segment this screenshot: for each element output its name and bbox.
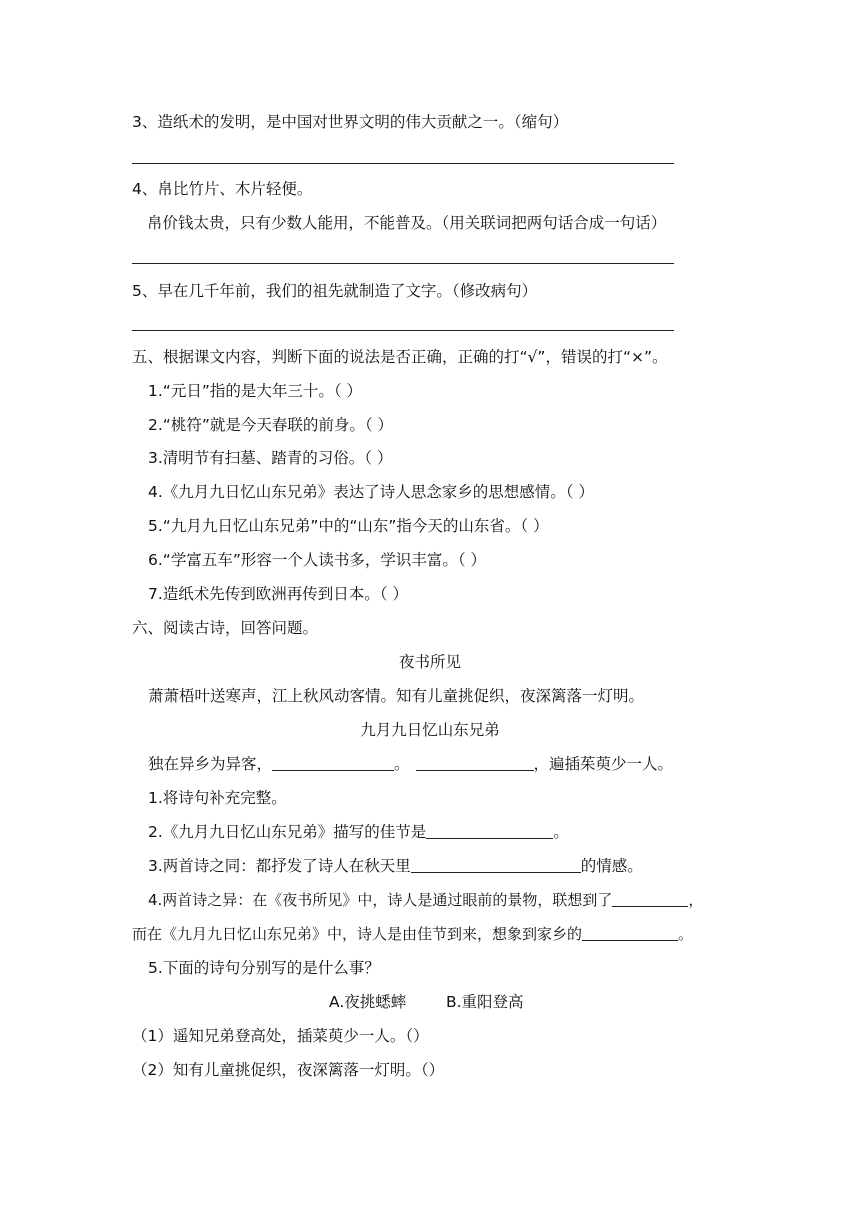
fill-blank[interactable] xyxy=(426,821,553,839)
poem-question-4a xyxy=(148,889,703,911)
poem-question-3-end: 的情感。 xyxy=(580,857,643,875)
poem-2-title: 九月九日忆山东兄弟 xyxy=(360,721,500,739)
poem-question-3-text: 3.两首诗之同：都抒发了诗人在秋天里 xyxy=(148,857,411,875)
fill-blank[interactable] xyxy=(612,889,688,907)
question-4-3: 3、造纸术的发明，是中国对世界文明的伟大贡献之一。（缩句） xyxy=(132,113,569,131)
poem-1-title: 夜书所见 xyxy=(398,653,461,671)
section-5-heading: 五、根据课文内容，判断下面的说法是否正确，正确的打“√”，错误的打“×”。 xyxy=(132,348,668,366)
poem-question-2 xyxy=(148,821,569,843)
poem-2-part3: ，遍插茱萸少一人。 xyxy=(533,755,674,773)
fill-blank[interactable] xyxy=(416,753,534,771)
judge-item-1: 1.“元日”指的是大年三十。（ ） xyxy=(148,382,363,400)
judge-item-5: 5.“九月九日忆山东兄弟”中的“山东”指今天的山东省。（ ） xyxy=(148,517,549,535)
poem-question-5: 5.下面的诗句分别写的是什么事？ xyxy=(148,959,380,977)
poem-question-4b-end: 。 xyxy=(678,925,694,943)
poem-2-part1: 独在异乡为异客， xyxy=(148,755,273,773)
option-a: A.夜挑蟋蟀 xyxy=(329,993,407,1011)
poem-2-text xyxy=(148,753,673,775)
option-b: B.重阳登高 xyxy=(446,993,524,1011)
fill-blank[interactable] xyxy=(582,923,678,941)
fill-blank[interactable] xyxy=(411,855,581,873)
question-4-4a: 4、帛比竹片、木片轻便。 xyxy=(132,180,313,198)
sub-question-2: （2）知有儿童挑促织，夜深篱落一灯明。（） xyxy=(132,1061,445,1079)
poem-question-1: 1.将诗句补充完整。 xyxy=(148,789,287,807)
poem-question-4b xyxy=(132,923,693,945)
fill-blank[interactable] xyxy=(272,753,394,771)
question-4-5: 5、早在几千年前，我们的祖先就制造了文字。（修改病句） xyxy=(132,282,538,300)
judge-item-6: 6.“学富五车”形容一个人读书多，学识丰富。（ ） xyxy=(148,551,487,569)
judge-item-4: 4.《九月九日忆山东兄弟》表达了诗人思念家乡的思想感情。（ ） xyxy=(148,483,594,501)
section-6-heading: 六、阅读古诗，回答问题。 xyxy=(132,619,319,637)
sub-question-1: （1）遥知兄弟登高处，插菜萸少一人。（） xyxy=(132,1027,429,1045)
judge-item-7: 7.造纸术先传到欧洲再传到日本。（ ） xyxy=(148,585,408,603)
poem-question-4a-text: 4.两首诗之异：在《夜书所见》中，诗人是通过眼前的景物，联想到了 xyxy=(148,891,613,909)
poem-2-part2: 。 xyxy=(394,755,410,773)
question-4-4b: 帛价钱太贵，只有少数人能用，不能普及。（用关联词把两句话合成一句话） xyxy=(147,214,667,232)
poem-question-2-text: 2.《九月九日忆山东兄弟》描写的佳节是 xyxy=(148,823,427,841)
answer-line xyxy=(132,330,674,331)
answer-line xyxy=(132,163,674,164)
poem-question-4b-text: 而在《九月九日忆山东兄弟》中，诗人是由佳节到来，想象到家乡的 xyxy=(132,925,583,943)
poem-question-3 xyxy=(148,855,643,877)
poem-question-4a-end: ， xyxy=(688,891,704,909)
judge-item-3: 3.清明节有扫墓、踏青的习俗。（ ） xyxy=(148,449,393,467)
judge-item-2: 2.“桃符”就是今天春联的前身。（ ） xyxy=(148,416,394,434)
poem-question-2-end: 。 xyxy=(553,823,569,841)
poem-1-text: 萧萧梧叶送寒声，江上秋风动客情。知有儿童挑促织，夜深篱落一灯明。 xyxy=(148,687,645,705)
answer-line xyxy=(132,263,674,264)
